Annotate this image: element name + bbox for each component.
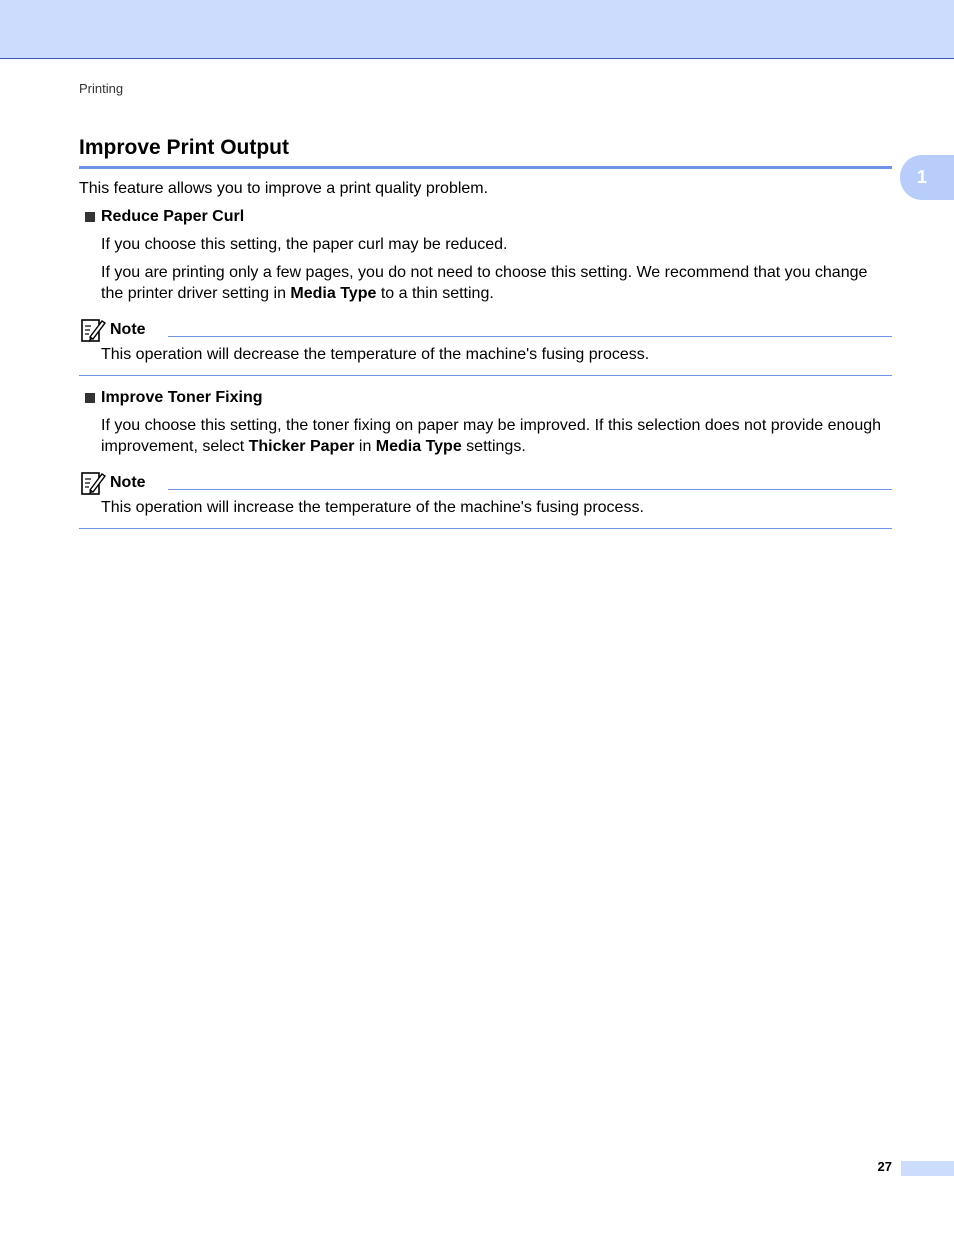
- item-heading-label: Reduce Paper Curl: [101, 208, 245, 225]
- note-rule: [168, 489, 892, 490]
- bold-term: Thicker Paper: [248, 438, 355, 455]
- title-rule: [79, 166, 892, 169]
- text-run: settings.: [461, 438, 526, 455]
- note-end-rule: [79, 375, 892, 376]
- item-heading-reduce-paper-curl: [85, 206, 244, 227]
- bold-term: Media Type: [290, 285, 377, 302]
- page-number: 27: [877, 1159, 892, 1174]
- header-band: [0, 0, 954, 59]
- note-pencil-icon: [80, 317, 106, 343]
- breadcrumb: Printing: [79, 81, 124, 96]
- item-heading-improve-toner-fixing: [85, 387, 263, 408]
- note-pencil-icon: [80, 470, 106, 496]
- item-paragraph: [101, 415, 891, 457]
- note-label: Note: [110, 474, 146, 491]
- text-run: to a thin setting.: [376, 285, 494, 302]
- note-heading: [80, 470, 146, 496]
- note-text: This operation will increase the temperature of the machine's fusing process.: [101, 499, 644, 516]
- item-paragraph: [101, 262, 891, 304]
- square-bullet-icon: [85, 212, 95, 222]
- note-text: This operation will decrease the temperature of the machine's fusing process.: [101, 346, 650, 363]
- intro-text: This feature allows you to improve a print quality problem.: [79, 180, 489, 197]
- text-run: in: [354, 438, 376, 455]
- note-rule: [168, 336, 892, 337]
- bold-term: Media Type: [375, 438, 462, 455]
- note-end-rule: [79, 528, 892, 529]
- item-paragraph: If you choose this setting, the paper curl may be reduced.: [101, 236, 508, 253]
- item-heading-label: Improve Toner Fixing: [101, 389, 263, 406]
- note-label: Note: [110, 321, 146, 338]
- text-run: If you choose this setting, the toner fixing on paper may be improved. If this selection does not provide enough improvement, select: [101, 417, 882, 455]
- square-bullet-icon: [85, 393, 95, 403]
- footer-band: [901, 1161, 954, 1176]
- note-heading: [80, 317, 146, 343]
- text-run: If you are printing only a few pages, you do not need to choose this setting. We recommend that you change the printer driver setting in: [101, 264, 868, 302]
- page-title: Improve Print Output: [79, 136, 289, 159]
- chapter-tab[interactable]: 1: [900, 155, 954, 200]
